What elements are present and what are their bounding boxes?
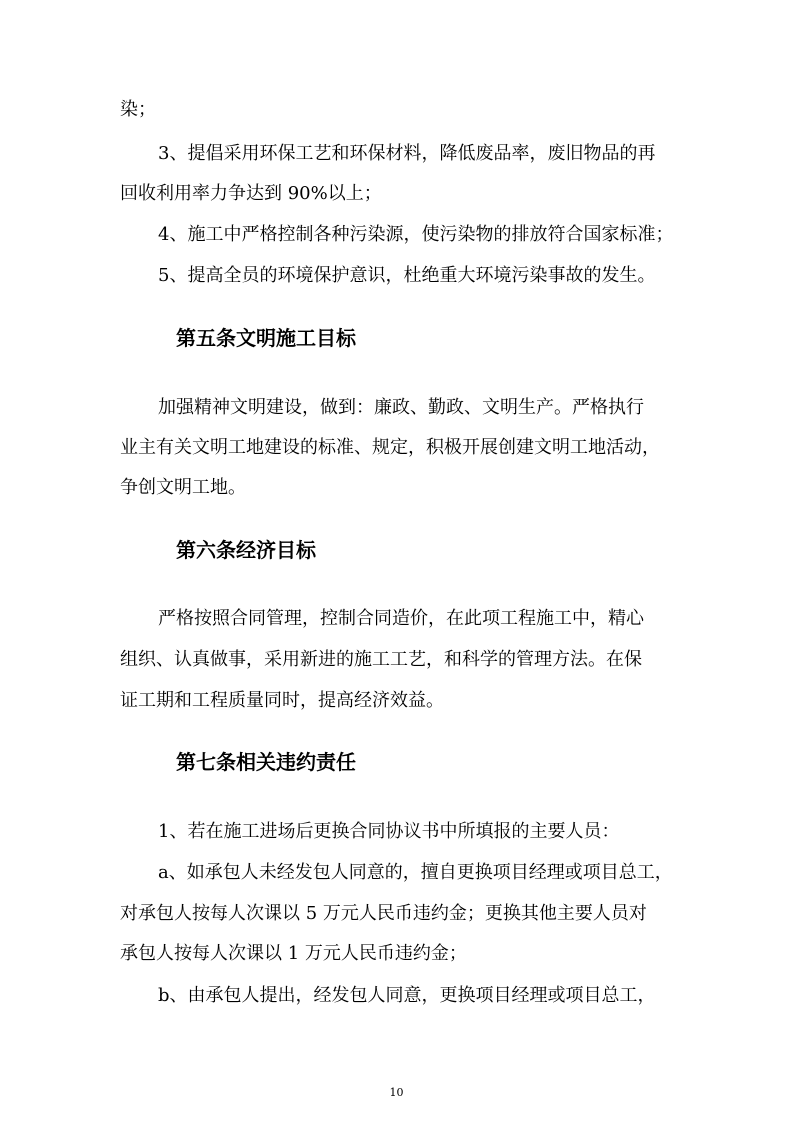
text-line: 5、提高全员的环境保护意识，杜绝重大环境污染事故的发生。 [158,265,656,286]
page-number: 10 [389,1086,404,1099]
text-line: 加强精神文明建设，做到：廉政、勤政、文明生产。严格执行 [158,397,644,418]
text-line: 1、若在施工进场后更换合同协议书中所填报的主要人员： [158,821,620,842]
text-line: 4、施工中严格控制各种污染源，使污染物的排放符合国家标准； [158,224,674,245]
section-heading: 第六条经济目标 [176,538,316,562]
text-line: 3、提倡采用环保工艺和环保材料，降低废品率，废旧物品的再 [158,143,656,164]
text-line: 组织、认真做事，采用新进的施工工艺，和科学的管理方法。在保 [120,649,642,670]
text-line: 严格按照合同管理，控制合同造价，在此项工程施工中，精心 [158,608,644,629]
section-heading: 第七条相关违约责任 [176,750,356,774]
text-line: b、由承包人提出，经发包人同意，更换项目经理或项目总工， [158,985,656,1006]
text-line: 回收利用率力争达到 90%以上； [120,183,382,204]
text-line: 争创文明工地。 [120,477,246,498]
text-line: 染； [120,99,156,120]
text-line: 对承包人按每人次课以 5 万元人民币违约金；更换其他主要人员对 [120,903,647,924]
text-line: 证工期和工程质量同时，提高经济效益。 [120,690,444,711]
text-line: 业主有关文明工地建设的标准、规定，积极开展创建文明工地活动， [120,437,660,458]
text-line: 承包人按每人次课以 1 万元人民币违约金； [120,943,467,964]
text-line: a、如承包人未经发包人同意的，擅自更换项目经理或项目总工， [158,862,673,883]
section-heading: 第五条文明施工目标 [176,326,356,350]
